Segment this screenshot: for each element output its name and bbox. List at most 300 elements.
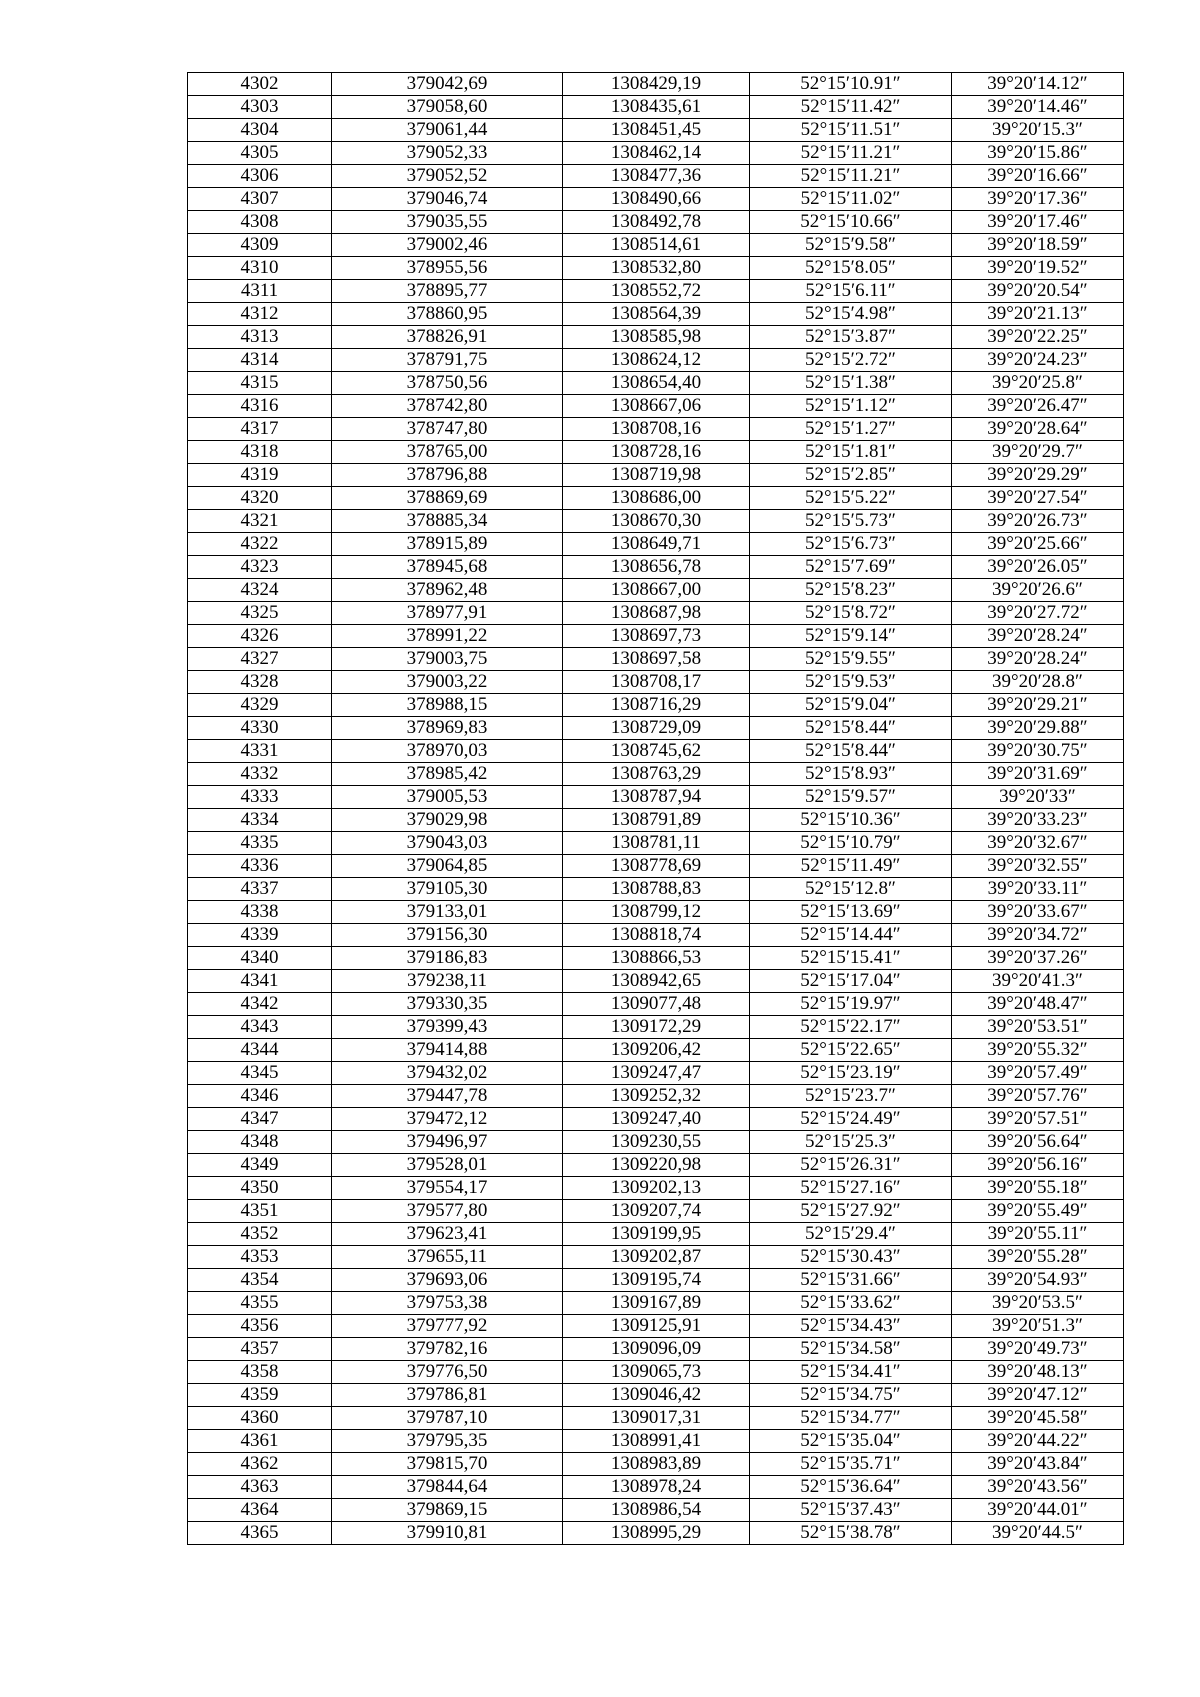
longitude-cell: 39°20′29.29″ [952, 464, 1124, 487]
y-coordinate-cell: 1309195,74 [563, 1269, 750, 1292]
y-coordinate-cell: 1308986,54 [563, 1499, 750, 1522]
longitude-cell: 39°20′43.84″ [952, 1453, 1124, 1476]
table-row [188, 1522, 1124, 1545]
point-number-cell: 4347 [188, 1108, 332, 1131]
point-number-cell: 4311 [188, 280, 332, 303]
latitude-cell: 52°15′5.73″ [750, 510, 952, 533]
longitude-cell: 39°20′47.12″ [952, 1384, 1124, 1407]
y-coordinate-cell: 1308477,36 [563, 165, 750, 188]
y-coordinate-cell: 1308654,40 [563, 372, 750, 395]
x-coordinate-cell: 379776,50 [332, 1361, 563, 1384]
x-coordinate-cell: 379005,53 [332, 786, 563, 809]
point-number-cell: 4334 [188, 809, 332, 832]
latitude-cell: 52°15′8.23″ [750, 579, 952, 602]
table-row [188, 970, 1124, 993]
longitude-cell: 39°20′25.66″ [952, 533, 1124, 556]
latitude-cell: 52°15′1.12″ [750, 395, 952, 418]
longitude-cell: 39°20′29.7″ [952, 441, 1124, 464]
table-row [188, 648, 1124, 671]
longitude-cell: 39°20′28.24″ [952, 648, 1124, 671]
x-coordinate-cell: 379058,60 [332, 96, 563, 119]
point-number-cell: 4319 [188, 464, 332, 487]
longitude-cell: 39°20′17.46″ [952, 211, 1124, 234]
x-coordinate-cell: 379787,10 [332, 1407, 563, 1430]
table-row [188, 1062, 1124, 1085]
y-coordinate-cell: 1308995,29 [563, 1522, 750, 1545]
point-number-cell: 4322 [188, 533, 332, 556]
x-coordinate-cell: 378895,77 [332, 280, 563, 303]
x-coordinate-cell: 379554,17 [332, 1177, 563, 1200]
x-coordinate-cell: 379795,35 [332, 1430, 563, 1453]
y-coordinate-cell: 1308697,58 [563, 648, 750, 671]
point-number-cell: 4353 [188, 1246, 332, 1269]
point-number-cell: 4303 [188, 96, 332, 119]
longitude-cell: 39°20′14.46″ [952, 96, 1124, 119]
table-row [188, 1269, 1124, 1292]
y-coordinate-cell: 1309247,47 [563, 1062, 750, 1085]
longitude-cell: 39°20′33.23″ [952, 809, 1124, 832]
y-coordinate-cell: 1308585,98 [563, 326, 750, 349]
latitude-cell: 52°15′11.42″ [750, 96, 952, 119]
table-row [188, 188, 1124, 211]
x-coordinate-cell: 379496,97 [332, 1131, 563, 1154]
table-row [188, 533, 1124, 556]
latitude-cell: 52°15′10.91″ [750, 73, 952, 96]
table-row [188, 1384, 1124, 1407]
x-coordinate-cell: 378977,91 [332, 602, 563, 625]
latitude-cell: 52°15′30.43″ [750, 1246, 952, 1269]
x-coordinate-cell: 378970,03 [332, 740, 563, 763]
x-coordinate-cell: 379577,80 [332, 1200, 563, 1223]
table-row [188, 763, 1124, 786]
y-coordinate-cell: 1309046,42 [563, 1384, 750, 1407]
table-row [188, 165, 1124, 188]
latitude-cell: 52°15′8.05″ [750, 257, 952, 280]
longitude-cell: 39°20′48.13″ [952, 1361, 1124, 1384]
latitude-cell: 52°15′17.04″ [750, 970, 952, 993]
point-number-cell: 4364 [188, 1499, 332, 1522]
y-coordinate-cell: 1308686,00 [563, 487, 750, 510]
x-coordinate-cell: 378742,80 [332, 395, 563, 418]
longitude-cell: 39°20′16.66″ [952, 165, 1124, 188]
y-coordinate-cell: 1308514,61 [563, 234, 750, 257]
x-coordinate-cell: 378915,89 [332, 533, 563, 556]
latitude-cell: 52°15′33.62″ [750, 1292, 952, 1315]
latitude-cell: 52°15′4.98″ [750, 303, 952, 326]
latitude-cell: 52°15′3.87″ [750, 326, 952, 349]
x-coordinate-cell: 379414,88 [332, 1039, 563, 1062]
longitude-cell: 39°20′22.25″ [952, 326, 1124, 349]
y-coordinate-cell: 1309199,95 [563, 1223, 750, 1246]
table-row [188, 326, 1124, 349]
table-row [188, 717, 1124, 740]
y-coordinate-cell: 1308778,69 [563, 855, 750, 878]
point-number-cell: 4333 [188, 786, 332, 809]
table-row [188, 1223, 1124, 1246]
y-coordinate-cell: 1308429,19 [563, 73, 750, 96]
longitude-cell: 39°20′31.69″ [952, 763, 1124, 786]
y-coordinate-cell: 1308670,30 [563, 510, 750, 533]
longitude-cell: 39°20′33.11″ [952, 878, 1124, 901]
x-coordinate-cell: 378791,75 [332, 349, 563, 372]
y-coordinate-cell: 1308729,09 [563, 717, 750, 740]
longitude-cell: 39°20′55.18″ [952, 1177, 1124, 1200]
x-coordinate-cell: 379782,16 [332, 1338, 563, 1361]
x-coordinate-cell: 379042,69 [332, 73, 563, 96]
latitude-cell: 52°15′1.81″ [750, 441, 952, 464]
latitude-cell: 52°15′8.72″ [750, 602, 952, 625]
x-coordinate-cell: 378885,34 [332, 510, 563, 533]
longitude-cell: 39°20′19.52″ [952, 257, 1124, 280]
latitude-cell: 52°15′22.17″ [750, 1016, 952, 1039]
latitude-cell: 52°15′11.49″ [750, 855, 952, 878]
point-number-cell: 4316 [188, 395, 332, 418]
latitude-cell: 52°15′6.11″ [750, 280, 952, 303]
table-row [188, 671, 1124, 694]
point-number-cell: 4302 [188, 73, 332, 96]
table-row [188, 1108, 1124, 1131]
longitude-cell: 39°20′14.12″ [952, 73, 1124, 96]
latitude-cell: 52°15′38.78″ [750, 1522, 952, 1545]
point-number-cell: 4357 [188, 1338, 332, 1361]
point-number-cell: 4326 [188, 625, 332, 648]
table-row [188, 625, 1124, 648]
latitude-cell: 52°15′12.8″ [750, 878, 952, 901]
longitude-cell: 39°20′26.05″ [952, 556, 1124, 579]
table-row [188, 855, 1124, 878]
table-row [188, 96, 1124, 119]
point-number-cell: 4329 [188, 694, 332, 717]
table-row [188, 1085, 1124, 1108]
point-number-cell: 4340 [188, 947, 332, 970]
point-number-cell: 4341 [188, 970, 332, 993]
longitude-cell: 39°20′56.64″ [952, 1131, 1124, 1154]
point-number-cell: 4348 [188, 1131, 332, 1154]
point-number-cell: 4317 [188, 418, 332, 441]
y-coordinate-cell: 1308763,29 [563, 763, 750, 786]
y-coordinate-cell: 1309220,98 [563, 1154, 750, 1177]
table-row [188, 464, 1124, 487]
point-number-cell: 4318 [188, 441, 332, 464]
y-coordinate-cell: 1308667,06 [563, 395, 750, 418]
point-number-cell: 4321 [188, 510, 332, 533]
y-coordinate-cell: 1308781,11 [563, 832, 750, 855]
latitude-cell: 52°15′35.04″ [750, 1430, 952, 1453]
x-coordinate-cell: 379910,81 [332, 1522, 563, 1545]
latitude-cell: 52°15′7.69″ [750, 556, 952, 579]
point-number-cell: 4349 [188, 1154, 332, 1177]
y-coordinate-cell: 1308799,12 [563, 901, 750, 924]
latitude-cell: 52°15′36.64″ [750, 1476, 952, 1499]
table-row [188, 809, 1124, 832]
latitude-cell: 52°15′8.93″ [750, 763, 952, 786]
longitude-cell: 39°20′26.6″ [952, 579, 1124, 602]
coordinates-table-body [188, 73, 1124, 1545]
longitude-cell: 39°20′41.3″ [952, 970, 1124, 993]
table-row [188, 1246, 1124, 1269]
longitude-cell: 39°20′27.54″ [952, 487, 1124, 510]
point-number-cell: 4336 [188, 855, 332, 878]
longitude-cell: 39°20′29.21″ [952, 694, 1124, 717]
x-coordinate-cell: 379447,78 [332, 1085, 563, 1108]
point-number-cell: 4365 [188, 1522, 332, 1545]
longitude-cell: 39°20′57.76″ [952, 1085, 1124, 1108]
point-number-cell: 4361 [188, 1430, 332, 1453]
table-row [188, 142, 1124, 165]
y-coordinate-cell: 1309017,31 [563, 1407, 750, 1430]
latitude-cell: 52°15′35.71″ [750, 1453, 952, 1476]
y-coordinate-cell: 1309207,74 [563, 1200, 750, 1223]
y-coordinate-cell: 1308687,98 [563, 602, 750, 625]
y-coordinate-cell: 1309202,87 [563, 1246, 750, 1269]
longitude-cell: 39°20′24.23″ [952, 349, 1124, 372]
table-row [188, 372, 1124, 395]
x-coordinate-cell: 379693,06 [332, 1269, 563, 1292]
y-coordinate-cell: 1309202,13 [563, 1177, 750, 1200]
x-coordinate-cell: 379869,15 [332, 1499, 563, 1522]
longitude-cell: 39°20′44.01″ [952, 1499, 1124, 1522]
latitude-cell: 52°15′23.7″ [750, 1085, 952, 1108]
table-row [188, 740, 1124, 763]
x-coordinate-cell: 378765,00 [332, 441, 563, 464]
point-number-cell: 4337 [188, 878, 332, 901]
latitude-cell: 52°15′10.66″ [750, 211, 952, 234]
x-coordinate-cell: 379815,70 [332, 1453, 563, 1476]
latitude-cell: 52°15′2.85″ [750, 464, 952, 487]
table-row [188, 1131, 1124, 1154]
y-coordinate-cell: 1308983,89 [563, 1453, 750, 1476]
table-row [188, 1338, 1124, 1361]
x-coordinate-cell: 378945,68 [332, 556, 563, 579]
latitude-cell: 52°15′2.72″ [750, 349, 952, 372]
longitude-cell: 39°20′33″ [952, 786, 1124, 809]
y-coordinate-cell: 1308532,80 [563, 257, 750, 280]
longitude-cell: 39°20′26.73″ [952, 510, 1124, 533]
x-coordinate-cell: 379156,30 [332, 924, 563, 947]
x-coordinate-cell: 379655,11 [332, 1246, 563, 1269]
table-row [188, 832, 1124, 855]
longitude-cell: 39°20′17.36″ [952, 188, 1124, 211]
longitude-cell: 39°20′55.49″ [952, 1200, 1124, 1223]
point-number-cell: 4328 [188, 671, 332, 694]
y-coordinate-cell: 1309167,89 [563, 1292, 750, 1315]
table-row [188, 257, 1124, 280]
point-number-cell: 4351 [188, 1200, 332, 1223]
point-number-cell: 4358 [188, 1361, 332, 1384]
latitude-cell: 52°15′34.41″ [750, 1361, 952, 1384]
table-row [188, 786, 1124, 809]
x-coordinate-cell: 379186,83 [332, 947, 563, 970]
table-row [188, 556, 1124, 579]
latitude-cell: 52°15′22.65″ [750, 1039, 952, 1062]
latitude-cell: 52°15′9.55″ [750, 648, 952, 671]
longitude-cell: 39°20′15.86″ [952, 142, 1124, 165]
table-row [188, 878, 1124, 901]
latitude-cell: 52°15′10.79″ [750, 832, 952, 855]
table-row [188, 1177, 1124, 1200]
x-coordinate-cell: 379753,38 [332, 1292, 563, 1315]
longitude-cell: 39°20′53.51″ [952, 1016, 1124, 1039]
longitude-cell: 39°20′44.5″ [952, 1522, 1124, 1545]
point-number-cell: 4320 [188, 487, 332, 510]
latitude-cell: 52°15′34.58″ [750, 1338, 952, 1361]
coordinates-table [187, 72, 1124, 1545]
latitude-cell: 52°15′1.27″ [750, 418, 952, 441]
table-row [188, 1407, 1124, 1430]
longitude-cell: 39°20′55.28″ [952, 1246, 1124, 1269]
y-coordinate-cell: 1308787,94 [563, 786, 750, 809]
y-coordinate-cell: 1308791,89 [563, 809, 750, 832]
longitude-cell: 39°20′29.88″ [952, 717, 1124, 740]
y-coordinate-cell: 1308728,16 [563, 441, 750, 464]
latitude-cell: 52°15′27.16″ [750, 1177, 952, 1200]
y-coordinate-cell: 1309206,42 [563, 1039, 750, 1062]
x-coordinate-cell: 379035,55 [332, 211, 563, 234]
x-coordinate-cell: 379330,35 [332, 993, 563, 1016]
x-coordinate-cell: 379238,11 [332, 970, 563, 993]
table-row [188, 694, 1124, 717]
table-row [188, 924, 1124, 947]
y-coordinate-cell: 1308564,39 [563, 303, 750, 326]
latitude-cell: 52°15′14.44″ [750, 924, 952, 947]
x-coordinate-cell: 379064,85 [332, 855, 563, 878]
y-coordinate-cell: 1308492,78 [563, 211, 750, 234]
x-coordinate-cell: 378869,69 [332, 487, 563, 510]
y-coordinate-cell: 1308490,66 [563, 188, 750, 211]
y-coordinate-cell: 1308708,17 [563, 671, 750, 694]
x-coordinate-cell: 379777,92 [332, 1315, 563, 1338]
point-number-cell: 4307 [188, 188, 332, 211]
latitude-cell: 52°15′26.31″ [750, 1154, 952, 1177]
table-row [188, 1499, 1124, 1522]
y-coordinate-cell: 1308866,53 [563, 947, 750, 970]
x-coordinate-cell: 379046,74 [332, 188, 563, 211]
y-coordinate-cell: 1308719,98 [563, 464, 750, 487]
x-coordinate-cell: 378969,83 [332, 717, 563, 740]
y-coordinate-cell: 1308462,14 [563, 142, 750, 165]
longitude-cell: 39°20′32.67″ [952, 832, 1124, 855]
y-coordinate-cell: 1308656,78 [563, 556, 750, 579]
y-coordinate-cell: 1308818,74 [563, 924, 750, 947]
longitude-cell: 39°20′21.13″ [952, 303, 1124, 326]
y-coordinate-cell: 1309230,55 [563, 1131, 750, 1154]
latitude-cell: 52°15′34.43″ [750, 1315, 952, 1338]
longitude-cell: 39°20′55.11″ [952, 1223, 1124, 1246]
latitude-cell: 52°15′24.49″ [750, 1108, 952, 1131]
table-row [188, 947, 1124, 970]
x-coordinate-cell: 379133,01 [332, 901, 563, 924]
longitude-cell: 39°20′48.47″ [952, 993, 1124, 1016]
table-row [188, 993, 1124, 1016]
latitude-cell: 52°15′13.69″ [750, 901, 952, 924]
x-coordinate-cell: 379844,64 [332, 1476, 563, 1499]
point-number-cell: 4339 [188, 924, 332, 947]
x-coordinate-cell: 379003,22 [332, 671, 563, 694]
x-coordinate-cell: 378955,56 [332, 257, 563, 280]
point-number-cell: 4309 [188, 234, 332, 257]
y-coordinate-cell: 1308716,29 [563, 694, 750, 717]
latitude-cell: 52°15′9.04″ [750, 694, 952, 717]
longitude-cell: 39°20′26.47″ [952, 395, 1124, 418]
point-number-cell: 4305 [188, 142, 332, 165]
point-number-cell: 4343 [188, 1016, 332, 1039]
longitude-cell: 39°20′20.54″ [952, 280, 1124, 303]
longitude-cell: 39°20′15.3″ [952, 119, 1124, 142]
latitude-cell: 52°15′9.14″ [750, 625, 952, 648]
y-coordinate-cell: 1308624,12 [563, 349, 750, 372]
latitude-cell: 52°15′9.58″ [750, 234, 952, 257]
point-number-cell: 4346 [188, 1085, 332, 1108]
longitude-cell: 39°20′33.67″ [952, 901, 1124, 924]
longitude-cell: 39°20′45.58″ [952, 1407, 1124, 1430]
point-number-cell: 4363 [188, 1476, 332, 1499]
y-coordinate-cell: 1309065,73 [563, 1361, 750, 1384]
point-number-cell: 4362 [188, 1453, 332, 1476]
y-coordinate-cell: 1308978,24 [563, 1476, 750, 1499]
table-row [188, 1361, 1124, 1384]
x-coordinate-cell: 379399,43 [332, 1016, 563, 1039]
latitude-cell: 52°15′19.97″ [750, 993, 952, 1016]
point-number-cell: 4350 [188, 1177, 332, 1200]
point-number-cell: 4312 [188, 303, 332, 326]
latitude-cell: 52°15′11.21″ [750, 165, 952, 188]
x-coordinate-cell: 379432,02 [332, 1062, 563, 1085]
x-coordinate-cell: 379786,81 [332, 1384, 563, 1407]
point-number-cell: 4314 [188, 349, 332, 372]
y-coordinate-cell: 1308667,00 [563, 579, 750, 602]
point-number-cell: 4331 [188, 740, 332, 763]
table-row [188, 510, 1124, 533]
table-row [188, 1292, 1124, 1315]
point-number-cell: 4338 [188, 901, 332, 924]
x-coordinate-cell: 378826,91 [332, 326, 563, 349]
point-number-cell: 4325 [188, 602, 332, 625]
point-number-cell: 4332 [188, 763, 332, 786]
x-coordinate-cell: 379003,75 [332, 648, 563, 671]
x-coordinate-cell: 379002,46 [332, 234, 563, 257]
latitude-cell: 52°15′11.51″ [750, 119, 952, 142]
latitude-cell: 52°15′31.66″ [750, 1269, 952, 1292]
latitude-cell: 52°15′27.92″ [750, 1200, 952, 1223]
y-coordinate-cell: 1308745,62 [563, 740, 750, 763]
x-coordinate-cell: 378988,15 [332, 694, 563, 717]
longitude-cell: 39°20′57.49″ [952, 1062, 1124, 1085]
table-row [188, 303, 1124, 326]
latitude-cell: 52°15′34.75″ [750, 1384, 952, 1407]
table-row [188, 1200, 1124, 1223]
table-row [188, 1430, 1124, 1453]
table-row [188, 1453, 1124, 1476]
x-coordinate-cell: 378750,56 [332, 372, 563, 395]
y-coordinate-cell: 1308991,41 [563, 1430, 750, 1453]
x-coordinate-cell: 379052,33 [332, 142, 563, 165]
longitude-cell: 39°20′28.64″ [952, 418, 1124, 441]
point-number-cell: 4355 [188, 1292, 332, 1315]
longitude-cell: 39°20′49.73″ [952, 1338, 1124, 1361]
y-coordinate-cell: 1308942,65 [563, 970, 750, 993]
x-coordinate-cell: 379105,30 [332, 878, 563, 901]
longitude-cell: 39°20′25.8″ [952, 372, 1124, 395]
y-coordinate-cell: 1309247,40 [563, 1108, 750, 1131]
point-number-cell: 4308 [188, 211, 332, 234]
latitude-cell: 52°15′11.21″ [750, 142, 952, 165]
x-coordinate-cell: 379623,41 [332, 1223, 563, 1246]
longitude-cell: 39°20′34.72″ [952, 924, 1124, 947]
point-number-cell: 4324 [188, 579, 332, 602]
longitude-cell: 39°20′53.5″ [952, 1292, 1124, 1315]
x-coordinate-cell: 378747,80 [332, 418, 563, 441]
latitude-cell: 52°15′8.44″ [750, 717, 952, 740]
